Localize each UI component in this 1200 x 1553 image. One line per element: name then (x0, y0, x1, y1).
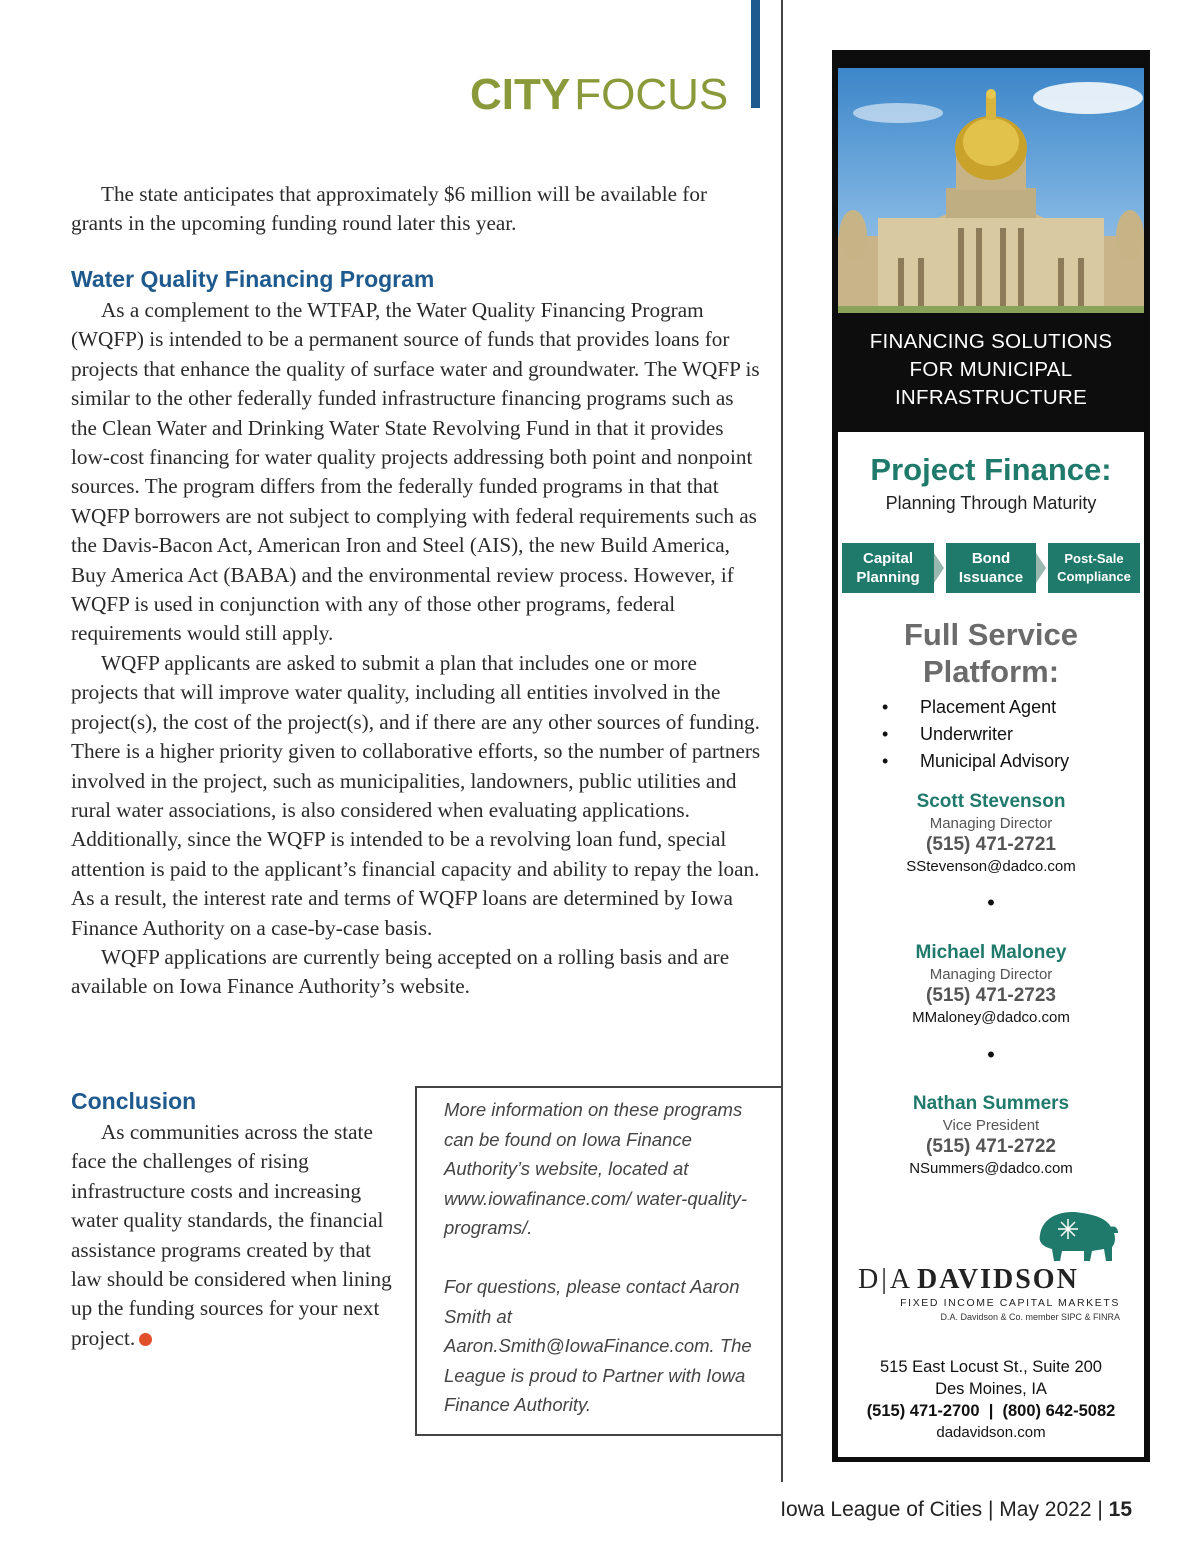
service-item: • Underwriter (882, 724, 1014, 744)
contact-name: Michael Maloney (915, 942, 1067, 963)
header-title-bold: CITY (470, 70, 571, 119)
contact-name: Nathan Summers (912, 1093, 1070, 1114)
contact-email: NSummers@dadco.com (909, 1160, 1073, 1177)
logo-member: D.A. Davidson & Co. member SIPC & FINRA (940, 1312, 1120, 1322)
page-footer (760, 1498, 1132, 1522)
address-block (838, 1356, 1144, 1444)
wqfp-heading: Water Quality Financing Program (71, 266, 435, 292)
page-number: 15 (1108, 1498, 1132, 1521)
conclusion-body (71, 1118, 406, 1353)
capitol-building-image (838, 68, 1144, 313)
contact-name: Scott Stevenson (916, 791, 1066, 812)
step-label: Capital Planning (856, 550, 920, 586)
step-arrow-icon (1036, 553, 1046, 583)
wqfp-paragraph: WQFP applications are currently being accepted on a rolling basis and are available on Iowa Finance Authority’s website. (71, 944, 730, 999)
contact-title: Managing Director (929, 815, 1053, 832)
page-header (470, 70, 732, 120)
header-accent-bar (751, 0, 760, 108)
ad-subhead: Planning Through Maturity (885, 493, 1097, 513)
ad-banner: FINANCING SOLUTIONS FOR MUNICIPAL INFRASTRUCTURE (869, 330, 1113, 409)
contact-card (838, 1092, 1144, 1180)
contact-card (838, 790, 1144, 878)
services-list (882, 694, 1142, 775)
separator-dot: • (987, 1042, 995, 1067)
article-intro (71, 180, 761, 239)
contact-phone: (515) 471-2723 (926, 985, 1056, 1006)
website: dadavidson.com (936, 1424, 1046, 1441)
step-post-sale-compliance (1048, 543, 1140, 593)
info-box-para-1: More information on these programs can be found on Iowa Finance Authority’s website, located at www.iowafinance.com/ water-quality-programs/. (444, 1099, 747, 1238)
separator-dot: • (987, 890, 995, 915)
step-label: Bond Issuance (958, 550, 1024, 586)
info-box-text (444, 1095, 764, 1420)
step-arrow-icon (934, 553, 944, 583)
wqfp-paragraph: As a complement to the WTFAP, the Water Quality Financing Program (WQFP) is intended to be a permanent source of funds that provides loans for projects that enhance the quality of surface water and groundwater. The WQFP is similar to the other federally funded infrastructure financing programs such as the Clean Water and Drinking Water State Revolving Fund in that it provides low-cost financing for water quality projects addressing both point and nonpoint sources. The program differs from the federally funded programs in that that WQFP borrowers are not subject to complying with federal requirements such as the Davis-Bacon Act, American Iron and Steel (AIS), the new Build America, Buy America Act (BABA) and the environmental review process. However, if WQFP is used in conjunction with any of those other programs, federal requirements would still apply. (71, 298, 760, 646)
davidson-logo (858, 1264, 1138, 1296)
ad-headline: Project Finance: (870, 452, 1112, 487)
contact-card (838, 941, 1144, 1029)
step-label: Post-Sale Compliance (1057, 551, 1131, 584)
address-line-1: 515 East Locust St., Suite 200 (880, 1358, 1102, 1376)
contact-email: MMaloney@dadco.com (912, 1009, 1070, 1026)
header-title-light: FOCUS (574, 70, 729, 119)
wqfp-paragraph: WQFP applicants are asked to submit a plan that includes one or more projects that will improve water quality, including all entities involved in the project(s), the cost of the project(s), and if there are any other sources of funding. There is a higher priority given to collaborative efforts, so the number of partners involved in the project, such as municipalities, landowners, public utilities and rural water associations, is also considered when evaluating applications. Additionally, since the WQFP is intended to be a revolving loan fund, special attention is paid to the applicant’s financial capacity and ability to repay the loan. As a result, the interest rate and terms of WQFP loans are determined by Iowa Finance Authority on a case-by-case basis. (71, 650, 761, 940)
column-divider (781, 0, 783, 1482)
contact-title: Vice President (942, 1117, 1040, 1134)
logo-name: DAVIDSON (917, 1264, 1079, 1295)
step-bond-issuance (946, 543, 1036, 593)
intro-paragraph: The state anticipates that approximately $6 million will be available for grants in the upcoming funding round later this year. (71, 182, 708, 236)
end-mark-icon (139, 1333, 152, 1346)
conclusion-paragraph: As communities across the state face the challenges of rising infrastructure costs and increasing water quality standards, the financial assistance programs created by that law should be considered when lining up the funding sources for your next project. (71, 1120, 392, 1350)
contact-phone: (515) 471-2721 (926, 834, 1056, 855)
service-item: • Municipal Advisory (882, 751, 1070, 771)
phone-line: (515) 471-2700 | (800) 642-5082 (866, 1402, 1116, 1420)
logo-da: D|A (858, 1264, 914, 1295)
address-line-2: Des Moines, IA (935, 1380, 1047, 1398)
logo-subtitle: FIXED INCOME CAPITAL MARKETS (900, 1297, 1120, 1309)
bison-logo-icon (1032, 1205, 1122, 1265)
advertisement (832, 50, 1150, 1462)
contact-title: Managing Director (929, 966, 1053, 983)
footer-text: Iowa League of Cities | May 2022 | (780, 1498, 1109, 1521)
contact-email: SStevenson@dadco.com (906, 858, 1076, 875)
platform-title: Full Service Platform: (903, 617, 1079, 689)
conclusion-heading: Conclusion (71, 1088, 197, 1114)
wqfp-body (71, 296, 761, 1002)
info-box-para-2: For questions, please contact Aaron Smith at Aaron.Smith@IowaFinance.com. The League is proud to Partner with Iowa Finance Authority. (444, 1276, 752, 1415)
step-capital-planning (842, 543, 934, 593)
service-item: • Placement Agent (882, 697, 1057, 717)
contact-phone: (515) 471-2722 (926, 1136, 1056, 1157)
